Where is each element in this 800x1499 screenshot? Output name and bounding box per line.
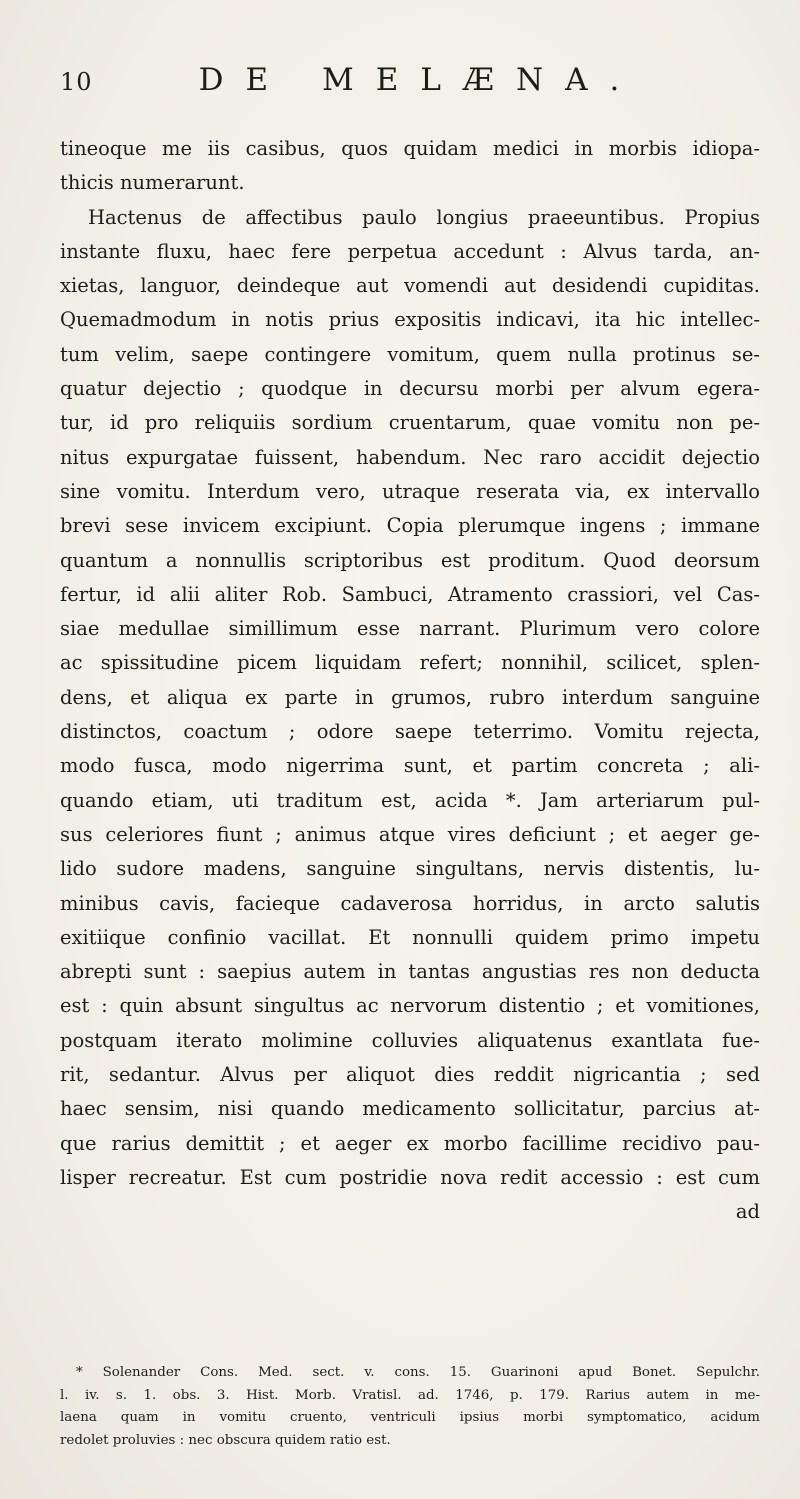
text-line: que rarius demittit ; et aeger ex morbo facillime recidivo pau-	[60, 1131, 760, 1155]
text-line: sus celeriores fiunt ; animus atque vires deficiunt ; et aeger ge-	[60, 822, 760, 846]
text-line: nitus expurgatae fuissent, habendum. Nec raro accidit dejectio	[60, 445, 760, 469]
text-line: quantum a nonnullis scriptoribus est proditum. Quod deorsum	[60, 548, 760, 572]
text-line: siae medullae simillimum esse narrant. Plurimum vero colore	[60, 617, 760, 641]
text-line: xietas, languor, deindeque aut vomendi aut desidendi cupiditas.	[60, 274, 760, 298]
text-line: distinctos, coactum ; odore saepe teterrimo. Vomitu rejecta,	[60, 720, 760, 744]
text-line: minibus cavis, facieque cadaverosa horridus, in arcto salutis	[60, 891, 760, 915]
catchword: ad	[735, 1200, 760, 1224]
text-line: lisper recreatur. Est cum postridie nova redit accessio : est cum	[60, 1165, 760, 1189]
text-line: rit, sedantur. Alvus per aliquot dies reddit nigricantia ; sed	[60, 1063, 760, 1087]
text-line: exitiique confinio vacillat. Et nonnulli quidem primo impetu	[60, 925, 760, 949]
running-head: DE MELÆNA.	[198, 62, 642, 98]
text-line: lido sudore madens, sanguine singultans, nervis distentis, lu-	[60, 857, 760, 881]
footnote-line: * Solenander Cons. Med. sect. v. cons. 15. Guarinoni apud Bonet. Sepulchr.	[76, 1365, 760, 1380]
text-line: ac spissitudine picem liquidam refert; nonnihil, scilicet, splen-	[60, 651, 760, 675]
text-line: tur, id pro reliquiis sordium cruentarum, quae vomitu non pe-	[60, 411, 760, 435]
text-line: Hactenus de affectibus paulo longius praeeuntibus. Propius	[88, 205, 760, 229]
text-line: dens, et aliqua ex parte in grumos, rubro interdum sanguine	[60, 685, 760, 709]
text-line: quatur dejectio ; quodque in decursu morbi per alvum egera-	[60, 377, 760, 401]
text-line: est : quin absunt singultus ac nervorum distentio ; et vomitiones,	[60, 994, 760, 1018]
text-line: sine vomitu. Interdum vero, utraque reserata via, ex intervallo	[60, 479, 760, 503]
text-line: abrepti sunt : saepius autem in tantas angustias res non deducta	[60, 960, 760, 984]
footnote-line: l. iv. s. 1. obs. 3. Hist. Morb. Vratisl. ad. 1746, p. 179. Rarius autem in me-	[60, 1387, 760, 1403]
text-line: fertur, id alii aliter Rob. Sambuci, Atramento crassiori, vel Cas-	[60, 582, 760, 606]
footnote-line: redolet proluvies : nec obscura quidem ratio est.	[60, 1432, 391, 1448]
text-line: tineoque me iis casibus, quos quidam medici in morbis idiopa-	[60, 137, 760, 160]
page-header	[60, 62, 740, 106]
page-number: 10	[60, 68, 93, 96]
text-line: Quemadmodum in notis prius expositis indicavi, ita hic intellec-	[60, 308, 760, 332]
body-text	[60, 132, 760, 1230]
text-line: quando etiam, uti traditum est, acida *. Jam arteriarum pul-	[60, 788, 760, 812]
text-line: tum velim, saepe contingere vomitum, quem nulla protinus se-	[60, 342, 760, 366]
footnotes	[60, 1362, 760, 1452]
text-line: instante fluxu, haec fere perpetua accedunt : Alvus tarda, an-	[60, 239, 760, 263]
text-line: thicis numerarunt.	[60, 171, 245, 195]
text-line: postquam iterato molimine colluvies aliquatenus exantlata fue-	[60, 1028, 760, 1052]
text-line: modo fusca, modo nigerrima sunt, et partim concreta ; ali-	[60, 754, 760, 778]
text-line: brevi sese invicem excipiunt. Copia plerumque ingens ; immane	[60, 514, 760, 538]
footnote-line: laena quam in vomitu cruento, ventriculi ipsius morbi symptomatico, acidum	[60, 1410, 760, 1425]
text-line: haec sensim, nisi quando medicamento sollicitatur, parcius at-	[60, 1097, 760, 1121]
